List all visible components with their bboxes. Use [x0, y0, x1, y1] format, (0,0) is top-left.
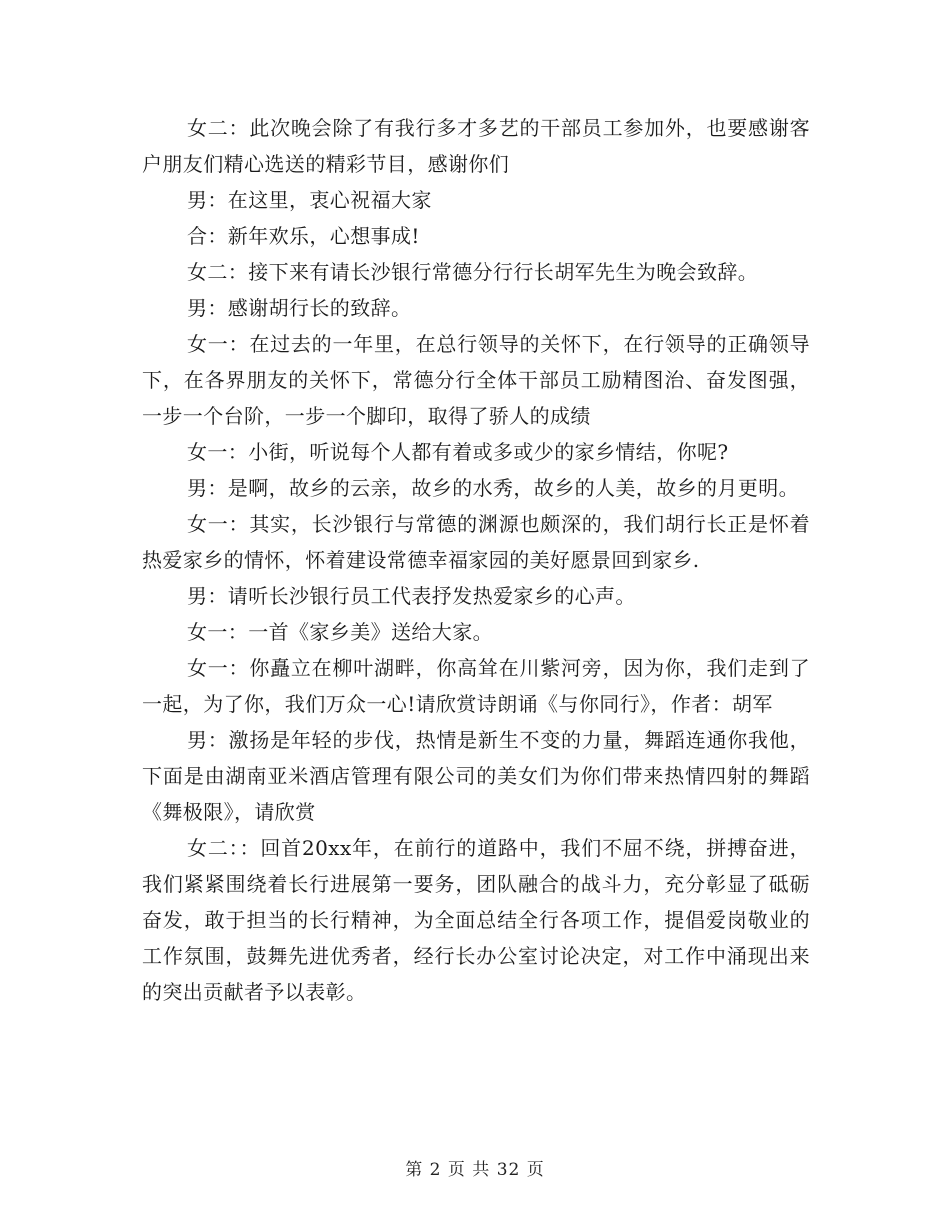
paragraph: 男：激扬是年轻的步伐，热情是新生不变的力量，舞蹈连通你我他，下面是由湖南亚米酒店管理有限公司的美女们为你们带来热情四射的舞蹈《舞极限》，请欣赏	[142, 728, 810, 824]
paragraph: 男：请听长沙银行员工代表抒发热爱家乡的心声。	[187, 584, 636, 608]
paragraph: 男：是啊，故乡的云亲，故乡的水秀，故乡的人美，故乡的月更明。	[187, 476, 799, 500]
paragraph: 女一：其实，长沙银行与常德的渊源也颇深的，我们胡行长正是怀着热爱家乡的情怀，怀着建设常德幸福家园的美好愿景回到家乡.	[142, 512, 810, 572]
page-number-footer: 第 2 页 共 32 页	[405, 1160, 545, 1180]
paragraph: 女一：你矗立在柳叶湖畔，你高耸在川紫河旁，因为你，我们走到了一起，为了你，我们万众一心!请欣赏诗朗诵《与你同行》，作者：胡军	[142, 656, 810, 716]
paragraph: 男：在这里，衷心祝福大家	[187, 188, 432, 212]
paragraph: 合：新年欢乐，心想事成!	[187, 224, 420, 248]
paragraph: 女一：一首《家乡美》送给大家。	[187, 620, 493, 644]
paragraph: 女二：接下来有请长沙银行常德分行行长胡军先生为晚会致辞。	[187, 260, 759, 284]
paragraph: 女一：小街，听说每个人都有着或多或少的家乡情结，你呢?	[187, 440, 729, 464]
paragraph: 女二：：回首20xx年，在前行的道路中，我们不屈不绕，拼搏奋进，我们紧紧围绕着长行进展第一要务，团队融合的战斗力，充分彰显了砥砺奋发，敢于担当的长行精神，为全面总结全行各项工作，提倡爱岗敬业的工作氛围，鼓舞先进优秀者，经行长办公室讨论决定，对工作中涌现出来的突出贡献者予以表彰。	[142, 836, 810, 1004]
document-body	[142, 110, 810, 1010]
paragraph: 女一：在过去的一年里，在总行领导的关怀下，在行领导的正确领导下，在各界朋友的关怀下，常德分行全体干部员工励精图治、奋发图强，一步一个台阶，一步一个脚印，取得了骄人的成绩	[142, 332, 810, 428]
paragraph: 男：感谢胡行长的致辞。	[187, 296, 412, 320]
paragraph: 女二：此次晚会除了有我行多才多艺的干部员工参加外，也要感谢客户朋友们精心选送的精彩节目，感谢你们	[142, 116, 810, 176]
